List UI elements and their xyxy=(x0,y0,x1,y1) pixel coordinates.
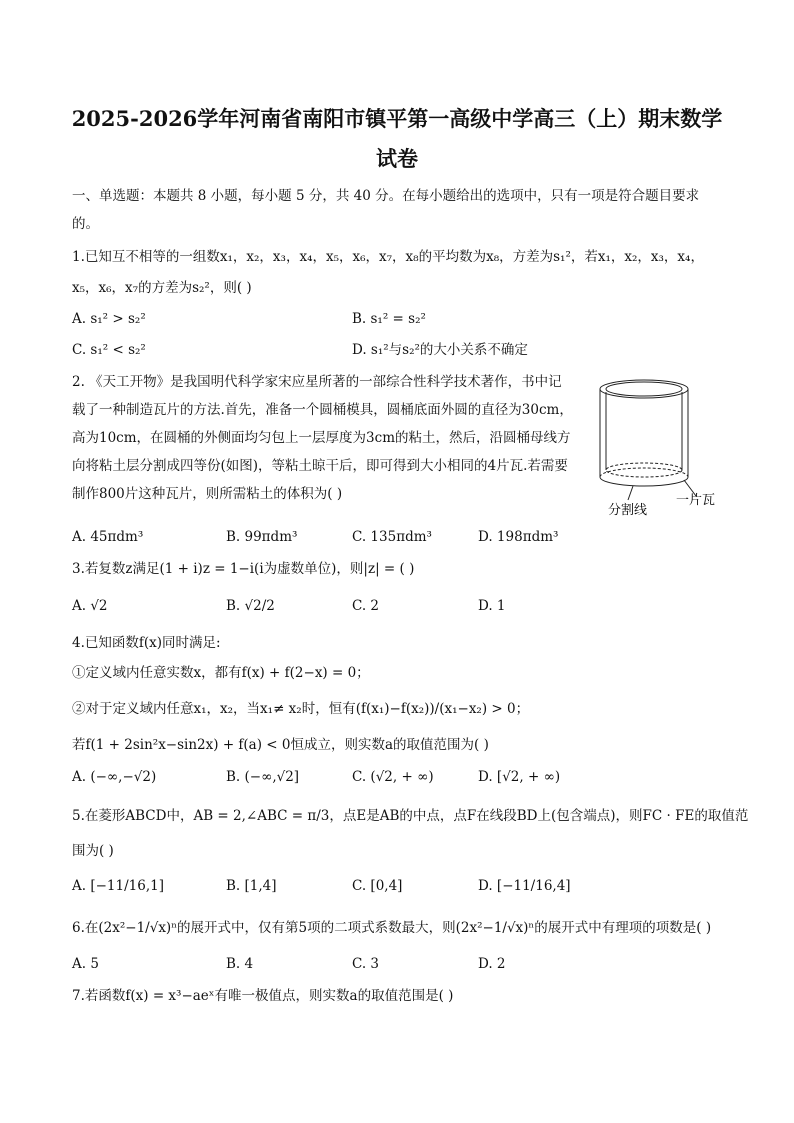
q1-stem: 1.已知互不相等的一组数x₁，x₂，x₃，x₄，x₅，x₆，x₇，x₈的平均数为x₈，方差为s₁²，若x₁，x₂，x₃，x₄， xyxy=(72,249,704,265)
section1-heading-cont: 的。 xyxy=(72,216,99,232)
q3-stem: 3.若复数z满足(1 + i)z = 1−i(i为虚数单位)，则|z| = ( ) xyxy=(72,561,415,577)
q2-option-b: B. 99πdm³ xyxy=(226,529,298,545)
q2-stem-line: 2. 《天工开物》是我国明代科学家宋应星所著的一部综合性科学技术著作，书中记 xyxy=(72,374,562,390)
q3-option-a: A. √2 xyxy=(72,598,108,614)
q5-option-d: D. [−11/16,4] xyxy=(478,878,571,894)
q2-stem-line: 载了一种制造瓦片的方法.首先，准备一个圆桶模具，圆桶底面外圆的直径为30cm， xyxy=(72,402,573,418)
q4-condition-2: ②对于定义域内任意x₁，x₂，当x₁≠ x₂时，恒有(f(x₁)−f(x₂))/(x₁−x₂) > 0； xyxy=(72,701,530,717)
q6-stem: 6.在(2x²−1/√x)ⁿ的展开式中，仅有第5项的二项式系数最大，则(2x²−1/√x)ⁿ的展开式中有理项的项数是( ) xyxy=(72,920,712,936)
q4-condition-1: ①定义域内任意实数x，都有f(x) + f(2−x) = 0； xyxy=(72,665,370,681)
q5-stem: 5.在菱形ABCD中，AB = 2,∠ABC = π/3，点E是AB的中点，点F在线段BD上(包含端点)，则FC · FE的取值范 xyxy=(72,808,749,824)
q4-option-b: B. (−∞,√2] xyxy=(226,769,300,785)
q5-stem-cont: 围为( ) xyxy=(72,843,114,859)
q4-option-a: A. (−∞,−√2) xyxy=(72,769,157,785)
section1-heading: 一、单选题：本题共 8 小题，每小题 5 分，共 40 分。在每小题给出的选项中，只有一项是符合题目要求 xyxy=(72,188,700,204)
q5-option-a: A. [−11/16,1] xyxy=(72,878,164,894)
q7-stem: 7.若函数f(x) = x³−aeˣ有唯一极值点，则实数a的取值范围是( ) xyxy=(72,988,454,1004)
q5-option-b: B. [1,4] xyxy=(226,878,277,894)
q1-option-c: C. s₁² < s₂² xyxy=(72,342,146,358)
figure-label-cut-line: 分割线 xyxy=(608,503,648,518)
q3-option-b: B. √2/2 xyxy=(226,598,275,614)
q2-stem-line: 高为10cm，在圆桶的外侧面均匀包上一层厚度为3cm的粘土，然后，沿圆桶母线方 xyxy=(72,430,571,446)
q6-option-d: D. 2 xyxy=(478,956,506,972)
q4-stem: 4.已知函数f(x)同时满足: xyxy=(72,635,221,651)
exam-title-line1: 2025-2026学年河南省南阳市镇平第一高级中学高三（上）期末数学 xyxy=(71,106,723,131)
q1-option-d: D. s₁²与s₂²的大小关系不确定 xyxy=(352,342,528,358)
q5-option-c: C. [0,4] xyxy=(352,878,403,894)
q6-option-a: A. 5 xyxy=(72,956,99,972)
q4-option-c: C. (√2, + ∞) xyxy=(352,769,434,785)
figure-label-tile: 一片瓦 xyxy=(676,493,716,508)
q2-stem xyxy=(72,376,592,516)
q3-option-c: C. 2 xyxy=(352,598,380,614)
q2-option-a: A. 45πdm³ xyxy=(72,529,144,545)
q2-option-d: D. 198πdm³ xyxy=(478,529,559,545)
q2-option-c: C. 135πdm³ xyxy=(352,529,432,545)
q6-option-c: C. 3 xyxy=(352,956,380,972)
q2-stem-line: 制作800片这种瓦片，则所需粘土的体积为( ) xyxy=(72,486,343,502)
cylinder-figure xyxy=(598,372,728,522)
q4-option-d: D. [√2, + ∞) xyxy=(478,769,561,785)
q2-stem-line: 向将粘土层分割成四等份(如图)，等粘土晾干后，即可得到大小相同的4片瓦.若需要 xyxy=(72,458,568,474)
q1-option-b: B. s₁² = s₂² xyxy=(352,311,426,327)
q4-question: 若f(1 + 2sin²x−sin2x) + f(a) < 0恒成立，则实数a的取值范围为( ) xyxy=(72,737,489,753)
q3-option-d: D. 1 xyxy=(478,598,506,614)
q1-stem-cont: x₅，x₆，x₇的方差为s₂²，则( ) xyxy=(72,280,252,296)
q6-option-b: B. 4 xyxy=(226,956,254,972)
exam-title-line2: 试卷 xyxy=(376,146,418,171)
q1-option-a: A. s₁² > s₂² xyxy=(72,311,146,327)
